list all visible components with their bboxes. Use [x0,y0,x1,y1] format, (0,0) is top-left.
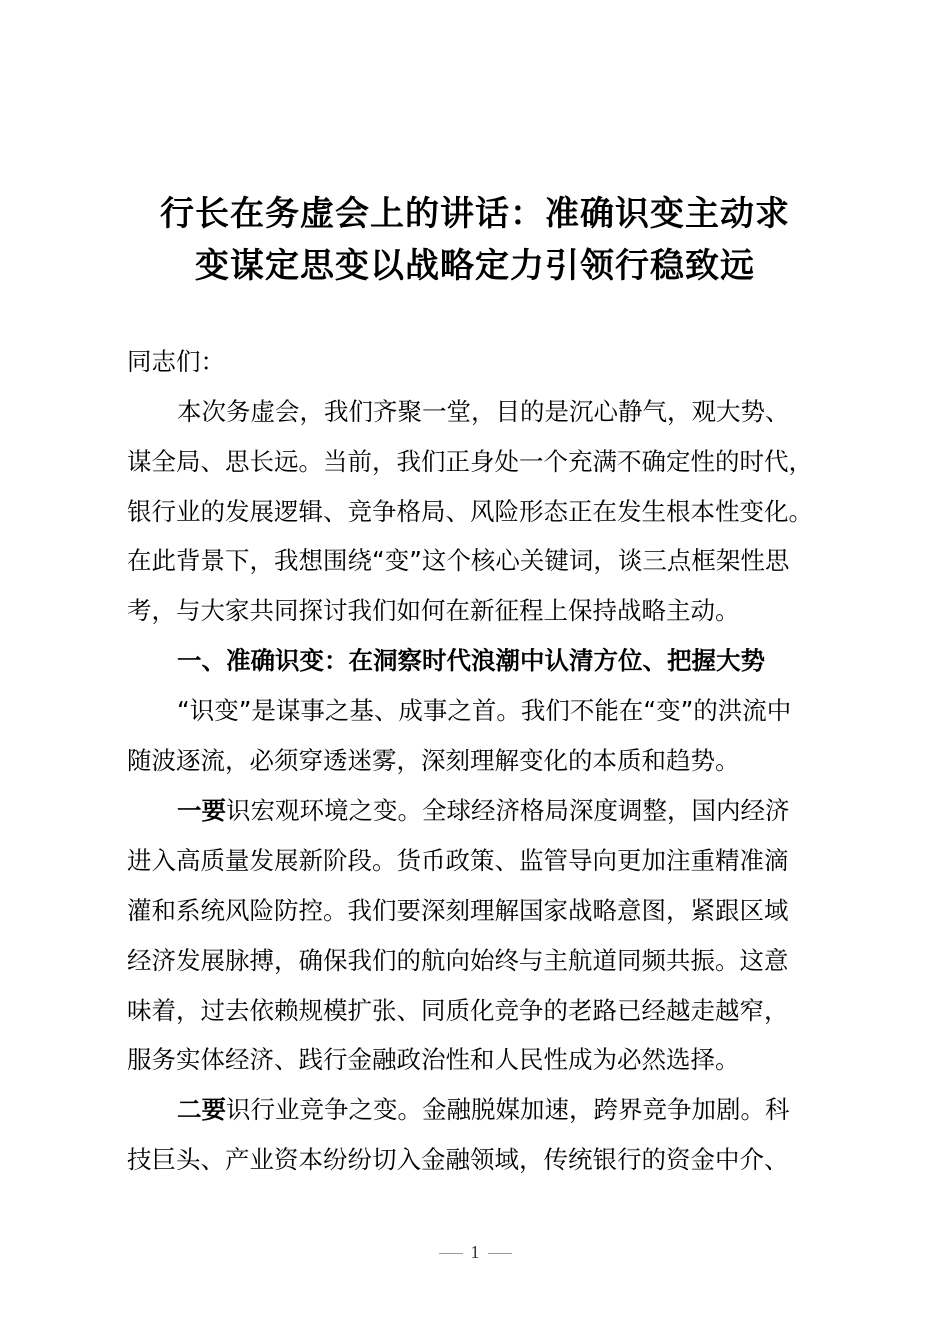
paragraph-line: 味着，过去依赖规模扩张、同质化竞争的老路已经越走越窄， [127,996,789,1025]
paragraph-line: 灌和系统风险防控。我们要深刻理解国家战略意图，紧跟区域 [127,896,789,925]
paragraph-line: 随波逐流，必须穿透迷雾，深刻理解变化的本质和趋势。 [127,746,740,775]
point-text: 识行业竞争之变。金融脱媒加速，跨界竞争加剧。科 [226,1095,790,1124]
page-footer [0,1242,950,1263]
paragraph-line: 谋全局、思长远。当前，我们正身处一个充满不确定性的时代， [127,447,813,476]
paragraph-line: 在此背景下，我想围绕“变”这个核心关键词，谈三点框架性思 [127,546,790,575]
paragraph-line: 银行业的发展逻辑、竞争格局、风险形态正在发生根本性变化。 [127,497,813,526]
page-number: 1 [470,1242,480,1262]
paragraph-line: 服务实体经济、践行金融政治性和人民性成为必然选择。 [127,1045,740,1074]
point-lead: 二要 [177,1095,226,1124]
paragraph-line: 技巨头、产业资本纷纷切入金融领域，传统银行的资金中介、 [127,1145,789,1174]
paragraph-line [127,793,877,829]
point-text: 识宏观环境之变。全球经济格局深度调整，国内经济 [226,796,790,825]
dash-decoration [488,1253,512,1254]
dash-decoration [439,1253,463,1254]
salutation: 同志们： [127,347,225,376]
document-title-line-1: 行长在务虚会上的讲话：准确识变主动求 [160,194,790,234]
paragraph-line [127,1092,877,1128]
paragraph-line: 考，与大家共同探讨我们如何在新征程上保持战略主动。 [127,596,740,625]
paragraph-line: 经济发展脉搏，确保我们的航向始终与主航道同频共振。这意 [127,946,789,975]
paragraph-line: 本次务虚会，我们齐聚一堂，目的是沉心静气，观大势、 [177,397,790,426]
point-lead: 一要 [177,796,226,825]
section-heading-1: 一、准确识变：在洞察时代浪潮中认清方位、把握大势 [177,646,765,675]
paragraph-line: “识变”是谋事之基、成事之首。我们不能在“变”的洪流中 [177,696,792,725]
paragraph-line: 进入高质量发展新阶段。货币政策、监管导向更加注重精准滴 [127,846,789,875]
document-title-line-2: 变谋定思变以战略定力引领行稳致远 [195,246,755,286]
